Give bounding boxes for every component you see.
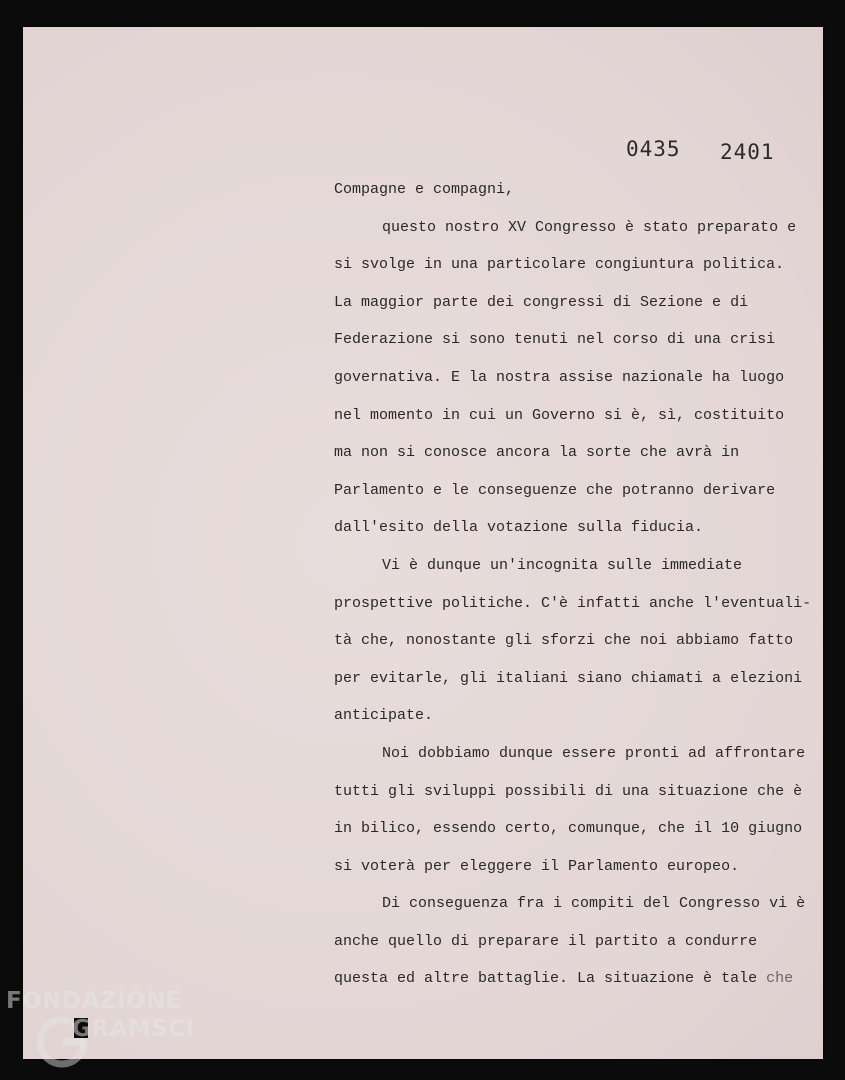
salutation-line: Compagne e compagni,: [334, 181, 515, 198]
text-line: dall'esito della votazione sulla fiducia.: [334, 519, 704, 537]
text-line-part: questa ed altre battaglie. La situazione è tale: [334, 970, 758, 988]
text-line: questo nostro XV Congresso è stato preparato e: [382, 218, 797, 236]
text-line: Vi è dunque un'incognita sulle immediate: [382, 556, 743, 574]
text-line: si svolge in una particolare congiuntura politica.: [334, 256, 785, 274]
watermark-line-3: onlus: [150, 1048, 180, 1059]
text-line: tutti gli sviluppi possibili di una situazione che è: [334, 782, 803, 800]
text-line: governativa. E la nostra assise nazionale ha luogo: [334, 368, 785, 386]
text-line: [334, 966, 844, 1004]
text-line: nel momento in cui un Governo si è, sì, costituito: [334, 406, 785, 424]
text-line-faded-word: che: [766, 970, 794, 988]
text-line: Di conseguenza fra i compiti del Congresso vi è: [382, 895, 806, 913]
document-number-2: 2401: [720, 140, 775, 164]
text-line: in bilico, essendo certo, comunque, che il 10 giugno: [334, 820, 803, 838]
document-number-1: 0435: [626, 137, 681, 161]
text-line: prospettive politiche. C'è infatti anche l'eventuali-: [334, 594, 812, 612]
document-page: [23, 27, 823, 1059]
document-body: [334, 177, 844, 1004]
fondazione-gramsci-watermark: [6, 986, 216, 1080]
watermark-line-2: GRAMSCI: [72, 1016, 195, 1042]
text-line: per evitarle, gli italiani siano chiamati a elezioni: [334, 669, 803, 687]
watermark-line-1: FONDAZIONE: [6, 988, 183, 1014]
text-line: ma non si conosce ancora la sorte che avrà in: [334, 444, 740, 462]
text-line: La maggior parte dei congressi di Sezione e di: [334, 293, 749, 311]
text-line: anticipate.: [334, 707, 434, 725]
text-line: si voterà per eleggere il Parlamento europeo.: [334, 857, 740, 875]
text-line: tà che, nonostante gli sforzi che noi abbiamo fatto: [334, 632, 794, 650]
text-line: Federazione si sono tenuti nel corso di una crisi: [334, 331, 776, 349]
text-line: Parlamento e le conseguenze che potranno derivare: [334, 481, 776, 499]
text-line: Noi dobbiamo dunque essere pronti ad affrontare: [382, 744, 806, 762]
text-line: anche quello di preparare il partito a condurre: [334, 932, 758, 950]
